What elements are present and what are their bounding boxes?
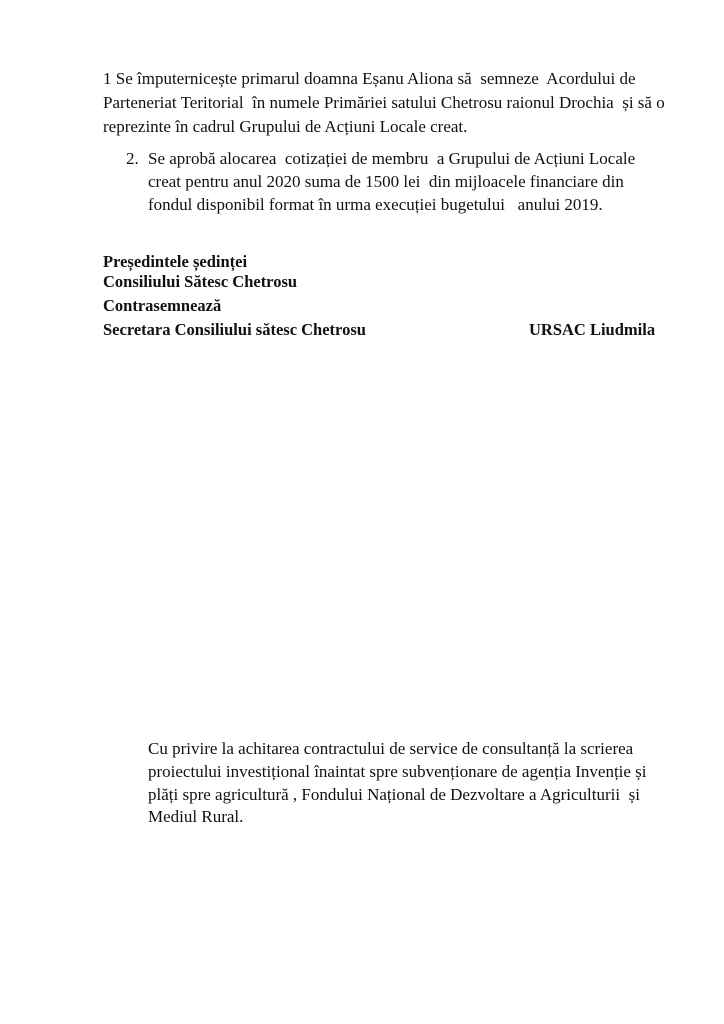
paragraph-line: Mediul Rural. [148,807,244,826]
signature-title: Secretara Consiliului sătesc Chetrosu [103,320,366,339]
paragraph-line: Cu privire la achitarea contractului de service de consultanță la scrierea [148,739,634,758]
paragraph-line: reprezinte în cadrul Grupului de Acțiuni Locale creat. [103,117,468,136]
paragraph-line: proiectului investițional înaintat spre subvenționare de agenția Invenție și [148,762,647,781]
list-number: 2. [126,149,139,168]
paragraph-line: creat pentru anul 2020 suma de 1500 lei din mijloacele financiare din [148,172,624,191]
paragraph-line: plăți spre agricultură , Fondului Național de Dezvoltare a Agriculturii și [148,785,640,804]
signature-title: Președintele ședinței [103,252,248,271]
paragraph-line: 1 Se împuternicește primarul doamna Eșanu Aliona să semneze Acordului de [103,69,636,88]
paragraph-line: Parteneriat Teritorial în numele Primăriei satului Chetrosu raionul Drochia și să o [103,93,665,112]
signature-title: Consiliului Sătesc Chetrosu [103,272,298,291]
paragraph-line: fondul disponibil format în urma execuției bugetului anului 2019. [148,195,603,214]
paragraph-line: Se aprobă alocarea cotizației de membru a Grupului de Acțiuni Locale [148,149,636,168]
signature-title: Contrasemnează [103,296,222,315]
signatory-name: URSAC Liudmila [529,320,656,339]
